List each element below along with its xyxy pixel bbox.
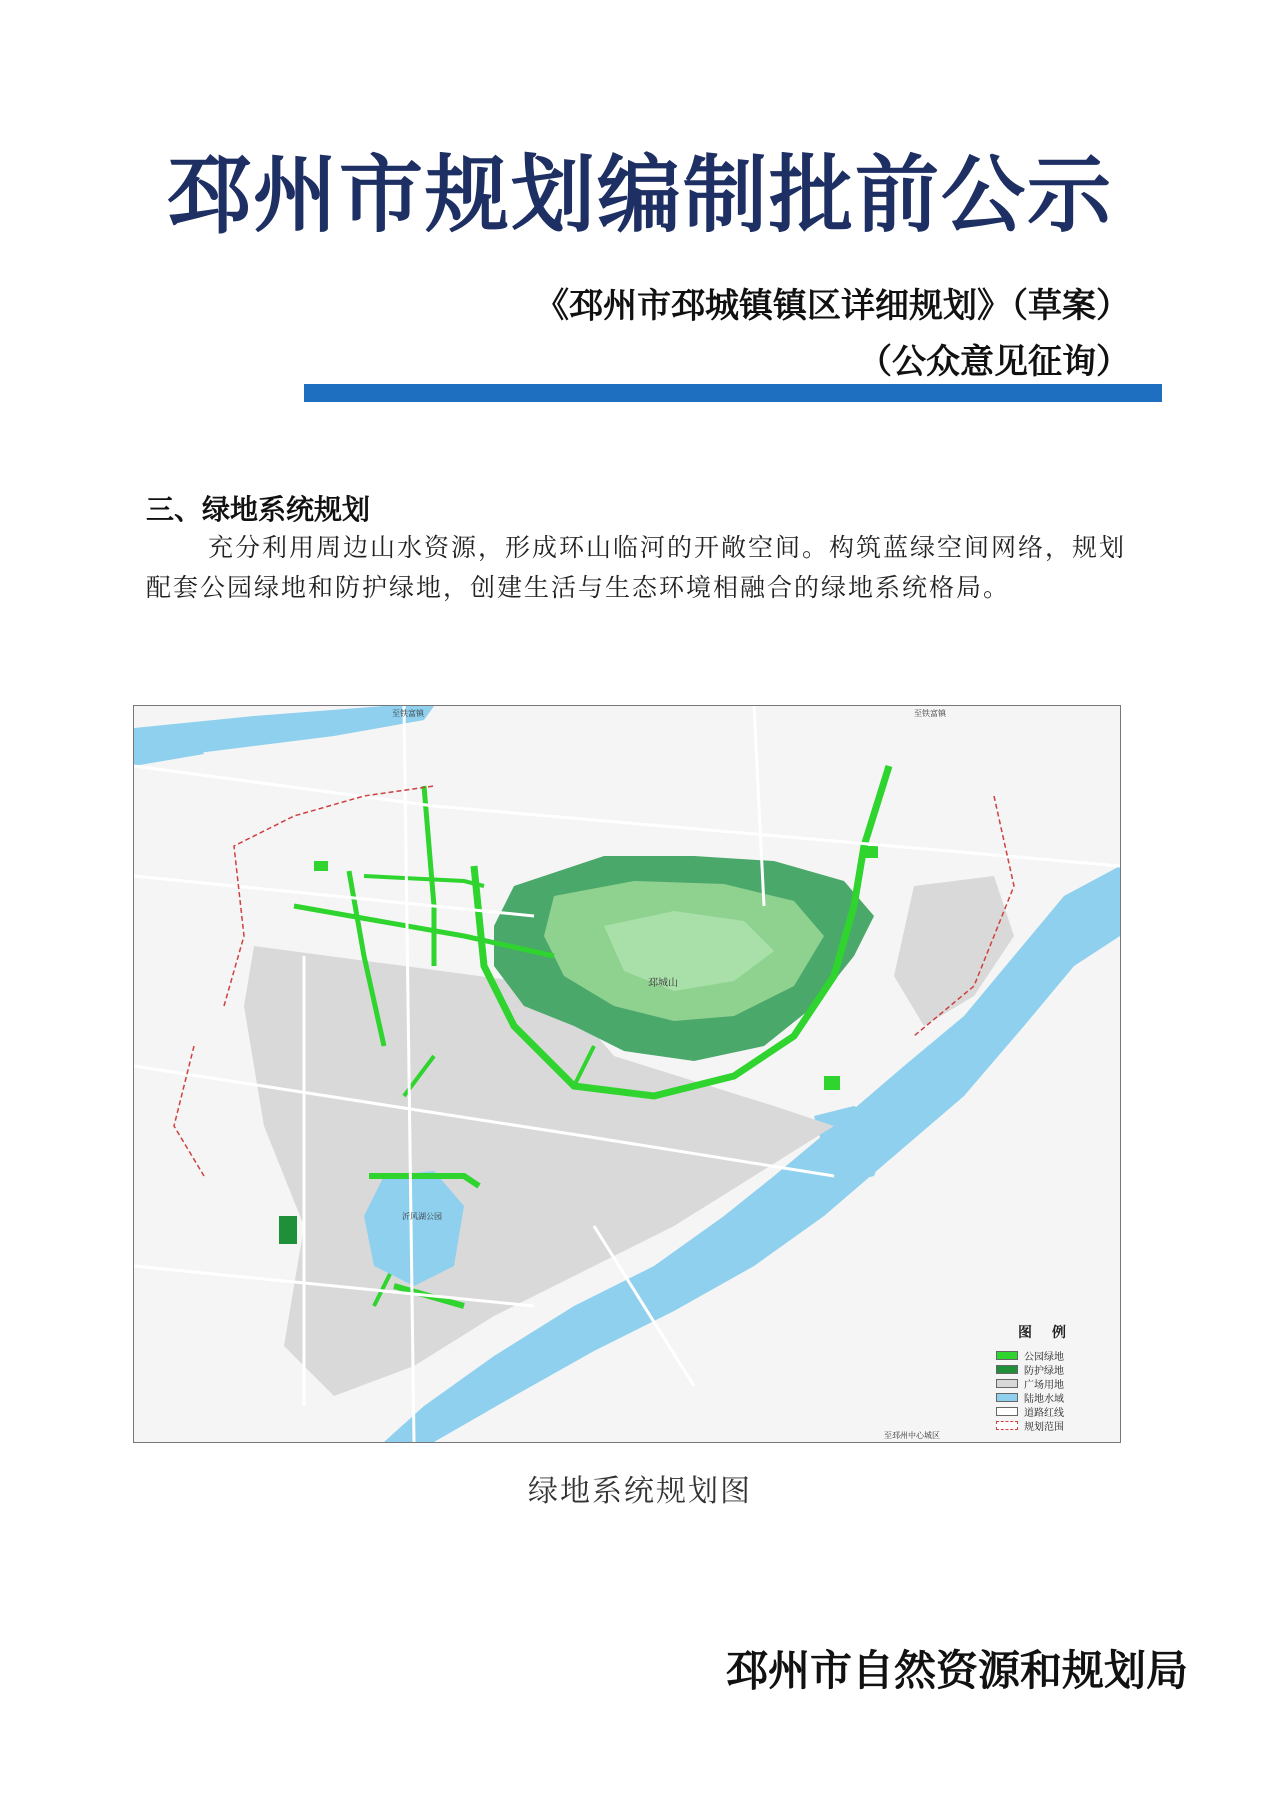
legend-item-plaza — [996, 1376, 1108, 1390]
section-heading: 三、绿地系统规划 — [146, 493, 371, 526]
legend-label: 道路红线 — [1024, 1407, 1064, 1419]
legend-title: 图例 — [1018, 1325, 1086, 1341]
issuing-organization: 邳州市自然资源和规划局 — [725, 1646, 1188, 1695]
map-label-to-center: 至邳州中心城区 — [884, 1431, 940, 1440]
legend-item-road-line — [996, 1404, 1108, 1418]
legend-swatch — [996, 1407, 1018, 1416]
legend-label: 规划范围 — [1024, 1421, 1064, 1433]
legend-item-water — [996, 1390, 1108, 1404]
legend-item-protective-green — [996, 1362, 1108, 1376]
legend-swatch — [996, 1365, 1018, 1374]
page-title: 邳州市规划编制批前公示 — [166, 145, 1113, 244]
subtitle-note: （公众意见征询） — [858, 342, 1130, 382]
legend-swatch — [996, 1421, 1018, 1430]
map-label-to-tiefu-right: 至铁富镇 — [914, 709, 946, 718]
map-label-mountain: 邳城山 — [648, 978, 678, 989]
map-caption: 绿地系统规划图 — [528, 1474, 752, 1509]
legend-label: 陆地水域 — [1024, 1393, 1064, 1405]
green-system-map — [133, 705, 1121, 1443]
title-divider — [304, 384, 1162, 402]
section-paragraph: 充分利用周边山水资源，形成环山临河的开敞空间。构筑蓝绿空间网络，规划配套公园绿地和防护绿地，创建生活与生态环境相融合的绿地系统格局。 — [146, 533, 1127, 602]
map-label-park: 沂风湖公园 — [402, 1212, 442, 1221]
map-label-to-tiefu-left: 至铁富镇 — [392, 709, 424, 718]
legend-item-planning-boundary — [996, 1418, 1108, 1432]
legend-swatch — [996, 1351, 1018, 1360]
map-legend — [996, 1322, 1108, 1432]
legend-item-park-green — [996, 1348, 1108, 1362]
legend-swatch — [996, 1379, 1018, 1388]
document-subtitle: 《邳州市邳城镇镇区详细规划》（草案） — [535, 286, 1130, 326]
legend-label: 公园绿地 — [1024, 1351, 1064, 1363]
legend-label: 防护绿地 — [1024, 1365, 1064, 1377]
legend-label: 广场用地 — [1024, 1379, 1064, 1391]
map-graphic — [134, 706, 1120, 1442]
legend-swatch — [996, 1393, 1018, 1402]
